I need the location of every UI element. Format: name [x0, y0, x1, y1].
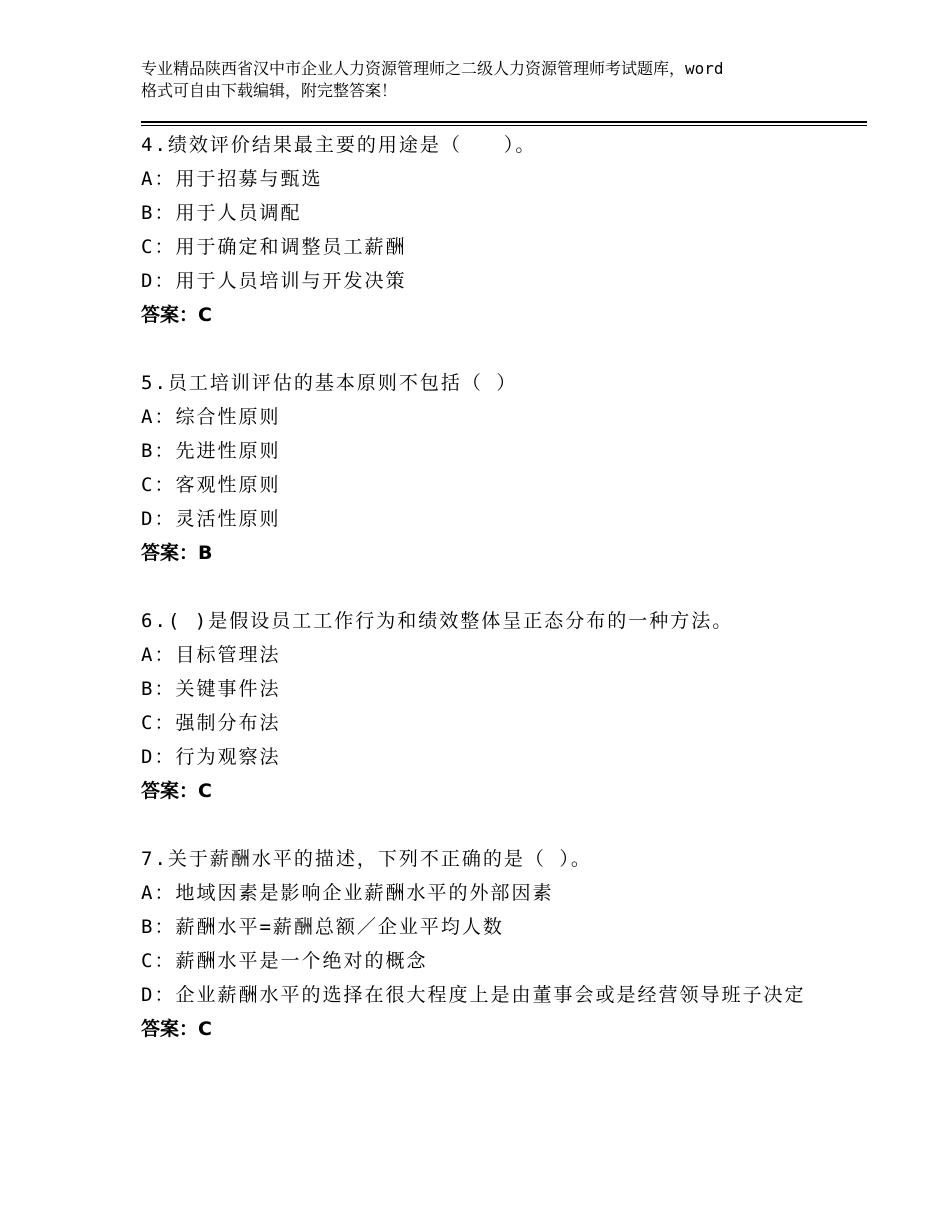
answer-label: 答案：C [141, 304, 212, 326]
question-5 [141, 366, 821, 570]
option-c: C：客观性原则 [141, 474, 281, 496]
option-b: B：先进性原则 [141, 440, 281, 462]
question-list [141, 128, 821, 1046]
option-a: A：地域因素是影响企业薪酬水平的外部因素 [141, 882, 554, 904]
question-stem: 6.( )是假设员工工作行为和绩效整体呈正态分布的一种方法。 [141, 610, 734, 632]
option-a: A：用于招募与甄选 [141, 168, 323, 190]
option-c: C：强制分布法 [141, 712, 281, 734]
answer-label: 答案：C [141, 780, 212, 802]
header-line-1: 专业精品陕西省汉中市企业人力资源管理师之二级人力资源管理师考试题库，word [141, 59, 724, 78]
question-stem: 4.绩效评价结果最主要的用途是（ ）。 [141, 134, 537, 156]
question-stem: 7.关于薪酬水平的描述，下列不正确的是（ ）。 [141, 848, 592, 870]
option-d: D：行为观察法 [141, 746, 281, 768]
option-d: D：灵活性原则 [141, 508, 281, 530]
header-line-2: 格式可自由下载编辑，附完整答案！ [141, 81, 398, 100]
option-d: D：企业薪酬水平的选择在很大程度上是由董事会或是经营领导班子决定 [141, 984, 806, 1006]
document-header [141, 58, 841, 102]
option-b: B：关键事件法 [141, 678, 281, 700]
option-c: C：用于确定和调整员工薪酬 [141, 236, 407, 258]
option-d: D：用于人员培训与开发决策 [141, 270, 407, 292]
question-7 [141, 842, 821, 1046]
option-b: B：用于人员调配 [141, 202, 302, 224]
question-stem: 5.员工培训评估的基本原则不包括（ ） [141, 372, 518, 394]
option-b: B：薪酬水平=薪酬总额／企业平均人数 [141, 916, 504, 938]
question-6 [141, 604, 821, 808]
option-c: C：薪酬水平是一个绝对的概念 [141, 950, 428, 972]
answer-label: 答案：C [141, 1018, 212, 1040]
answer-label: 答案：B [141, 542, 213, 564]
option-a: A：目标管理法 [141, 644, 281, 666]
header-rule-thick [141, 121, 867, 123]
question-4 [141, 128, 821, 332]
header-rule-thin [141, 125, 867, 126]
option-a: A：综合性原则 [141, 406, 281, 428]
